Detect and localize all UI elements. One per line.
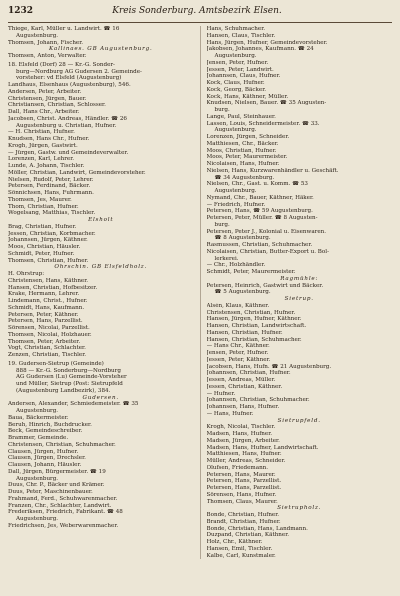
section-heading: Gudersen. xyxy=(82,394,119,401)
directory-entry: Petersen, Peter, Müller. ☎ 8 Augusten- xyxy=(206,215,318,221)
directory-entry: Clausen, Jürgen, Drechsler. xyxy=(8,455,86,462)
entry-continuation: burg. xyxy=(214,221,230,228)
entry-continuation: ☎ 34 Augustenburg. xyxy=(214,174,275,181)
directory-entry: Beruh, Hinrich, Buchdrucker. xyxy=(8,421,92,428)
page-number: 1232 xyxy=(8,6,34,16)
directory-entry: Brammer, Gemeinde. xyxy=(8,435,69,441)
directory-entry: Bonde, Christian, Hans, Landmann. xyxy=(206,525,308,532)
directory-entry: Johannsen, Jürgen, Käthner. xyxy=(8,237,88,244)
directory-entry: Thomsen, Peter, Arbeiter. xyxy=(8,338,81,345)
directory-entry: Clausen, Jürgen, Hufner. xyxy=(8,448,79,455)
directory-entry: Baua, Bäckermeister. xyxy=(8,414,69,421)
directory-entry: Jensen, Peter, Hufner. xyxy=(206,350,269,356)
entry-continuation: 888 — Kr.-G. Sonderburg—Nordburg xyxy=(16,367,121,374)
directory-entry: Petersen, Hans, ☎ 59 Augustenburg. xyxy=(206,208,313,215)
entry-continuation: vorsteher: vd Elsfeld (Augustenburg) xyxy=(16,75,122,82)
directory-entry: Christensen, Jürgen, Bauer. xyxy=(8,95,87,102)
directory-entry: 19. Gudersen-Sietrup (Gemeinde) xyxy=(8,360,104,367)
directory-entry: Hansen, Christian, Landwirtschaft. xyxy=(206,323,307,329)
directory-entry: Friedrichsen, Jes, Weberwarenmacher. xyxy=(8,522,119,529)
entry-continuation: (Augustenburg Landbezirk), 384. xyxy=(16,387,111,394)
entry-continuation: ☎ 5 Augustenburg. xyxy=(214,289,271,296)
directory-entry: — Jürgen, Gastw. und Gemeindeverwalter. xyxy=(8,149,129,156)
left-column xyxy=(8,26,194,559)
entry-continuation: Augustenburg. xyxy=(214,53,257,59)
directory-entry: Jessen, Peter, Käthner. xyxy=(206,356,271,363)
directory-entry: Petersen, Peter, Käthner. xyxy=(8,311,79,318)
directory-entry: Schmidt, Peter, Hufner. xyxy=(8,250,75,257)
directory-entry: Nymand, Chr., Bauer, Käthner, Häker. xyxy=(206,194,314,201)
directory-entry: Hans, Schuhmacher. xyxy=(206,26,266,32)
directory-entry: Alsén, Klaus, Käthner. xyxy=(206,302,270,309)
entry-continuation: Augustenburg. xyxy=(214,188,257,194)
entry-continuation: und Müller, Sietrup (Post: Sietrupfeld xyxy=(16,381,123,387)
directory-entry: Hansen, Christian, Schuhmacher. xyxy=(206,336,302,343)
directory-entry: Dall, Hans Chr., Arbeiter. xyxy=(8,109,80,115)
directory-entry: Frahmand, Ferd., Schuhwarenmacher. xyxy=(8,495,118,502)
directory-entry: — Hans Chr., Käthner. xyxy=(206,343,270,350)
directory-entry: 18. Elsfeld (Dorf) 28 — Kr.-G. Sonder- xyxy=(8,61,115,68)
directory-entry: Lorenzen, Jürgen, Schneider. xyxy=(206,134,290,140)
directory-entry: Sönnichsen, Hans, Fuhrmann. xyxy=(8,190,94,196)
directory-entry: Madsen, Hans, Hufner. xyxy=(206,431,273,437)
section-heading: Ragmühle: xyxy=(280,275,319,282)
directory-entry: Thomsen, Anton, Verwalter. xyxy=(8,53,87,59)
directory-entry: Hansen, Jürgen, Hufner, Käthner. xyxy=(206,316,302,323)
directory-entry: Petersen, Hans, Parzellist. xyxy=(206,485,282,491)
directory-entry: Kock, Georg, Bäcker. xyxy=(206,86,267,93)
directory-entry: Nielsen, Chr., Gast. u. Komm. ☎ 53 xyxy=(206,181,308,188)
directory-entry: Lange, Paul, Steinhauer. xyxy=(206,113,276,120)
directory-entry: Jessen, Peter, Landwirt. xyxy=(206,66,274,73)
directory-entry: Nielsen, Hans, Kurzwarenhändler u. Geschäft. xyxy=(206,167,339,174)
section-heading: Elsholt xyxy=(88,217,114,223)
directory-entry: Frederiksen, Friedrich, Fabrikant. ☎ 48 xyxy=(8,509,123,516)
directory-entry: Müller, Andreas, Schneider. xyxy=(206,458,286,464)
running-title: Kreis Sonderburg. Amtsbezirk Elsen. xyxy=(112,6,282,16)
directory-entry: Lunde, A. Johann, Tischler. xyxy=(8,163,85,169)
directory-entry: Knudsen, Hans Chr., Hufner. xyxy=(8,136,90,142)
page-header xyxy=(8,6,392,20)
directory-entry: Nicolaisen, Christian, Butter-Export u. Bol- xyxy=(206,248,329,255)
directory-entry: Thomsen, Christian, Hufner. xyxy=(8,257,89,264)
directory-entry: Lassen, Louis, Schneidermeister. ☎ 33. xyxy=(206,120,320,127)
directory-entry: Christiansen, Christian, Schlosser. xyxy=(8,102,106,109)
directory-entry: Petersen, Hans, Parzellist. xyxy=(206,478,282,485)
directory-entry: — Hans, Hufner. xyxy=(206,410,254,417)
directory-entry: — Chr., Holzhändler. xyxy=(206,262,266,269)
entry-continuation: Augustenburg. xyxy=(214,127,257,134)
directory-entry: Johannsen, Christian, Schuhmacher. xyxy=(206,397,310,404)
directory-entry: Lindemann, Christ., Hufner. xyxy=(8,298,88,304)
directory-entry: Jacobsen, Christ. Andreas, Händler. ☎ 26 xyxy=(8,115,127,122)
directory-entry: Duus, Peter, Maschinenbauer. xyxy=(8,489,93,495)
entry-continuation: Augustenburg u. Christian, Hufner. xyxy=(16,122,117,129)
directory-entry: Krogh, Nicolai, Tischler. xyxy=(206,424,276,431)
directory-entry: Kalbe, Carl, Kunstmaler. xyxy=(206,552,276,559)
directory-entry: Petersen, Peter J., Kolonial u. Eisenwaren. xyxy=(206,228,327,235)
directory-entry: Hansen, Emil, Tischler. xyxy=(206,545,273,552)
directory-entry: Clausen, Johann, Häusler. xyxy=(8,462,82,468)
header-rule xyxy=(8,22,392,23)
directory-entry: Beck, Gemeindeschreiber. xyxy=(8,428,83,435)
directory-entry: Petersen, Hans, Maurer. xyxy=(206,471,276,478)
directory-entry: Olufsen, Friedemann. xyxy=(206,464,269,471)
directory-entry: Petersen, Ferdinand, Bäcker. xyxy=(8,183,91,190)
directory-entry: Bonde, Christian, Hufner. xyxy=(206,512,280,518)
entry-continuation: Augustenburg. xyxy=(16,32,59,39)
directory-entry: Duzpand, Christian, Käthner. xyxy=(206,532,290,539)
directory-entry: Matthiesen, Chr., Bäcker. xyxy=(206,140,279,147)
directory-entry: Johannsen, Christian, Hufner. xyxy=(206,370,291,377)
directory-entry: Kock, Claus, Hufner. xyxy=(206,80,265,86)
directory-entry: Christensen, Hans, Käthner. xyxy=(8,277,89,284)
entry-continuation: burg—Nordburg AG Gudersen 2. Gemeinde- xyxy=(16,68,142,75)
directory-entry: Petersen, Heinrich, Gastwirt und Bäcker. xyxy=(206,282,324,289)
directory-entry: Johannsen, Claus, Hufner. xyxy=(206,73,281,80)
directory-entry: Nielsen, Rudolf, Peter, Lehrer. xyxy=(8,176,94,183)
section-heading: Sietrupfeld. xyxy=(277,417,321,424)
directory-entry: Jacobsen, Hans, Hufn. ☎ 21 Augustenburg. xyxy=(206,363,332,370)
directory-entry: Vogt, Christian, Schlachter. xyxy=(8,345,86,352)
directory-entry: Krogh, Jürgen, Gastwirt. xyxy=(8,142,78,149)
directory-entry: Madsen, Jürgen, Arbeiter. xyxy=(206,437,280,444)
directory-entry: Schmidt, Hans, Kaufmann. xyxy=(8,304,85,311)
directory-entry: Moos, Christian, Häusler. xyxy=(8,244,81,250)
directory-entry: Hans, Jürgen, Hufner, Gemeindevorsteher. xyxy=(206,39,328,46)
directory-entry: Thomsen, Johann, Fischer. xyxy=(8,39,84,46)
directory-entry: — Friedrich, Hufner. xyxy=(206,201,266,208)
section-heading: Kallinaes. GB Augustenburg. xyxy=(48,46,153,53)
directory-entry: Rasmussen, Christian, Schuhmacher. xyxy=(206,242,313,248)
directory-entry: Andersen, Alexander, Schmiedemeister. ☎ 35 xyxy=(8,401,139,408)
directory-entry: Moos, Christian, Hufner. xyxy=(206,147,277,154)
column-divider xyxy=(200,26,201,559)
directory-entry: Wogelsang, Matthias, Tischler. xyxy=(8,210,96,217)
directory-entry: Lorenzen, Karl, Lehrer. xyxy=(8,156,75,163)
directory-entry: Jessen, Christian, Käthner. xyxy=(206,383,283,390)
directory-entry: Moos, Peter, Maurermeister. xyxy=(206,154,288,161)
two-column-listing xyxy=(8,26,392,559)
directory-entry: Möller, Christian, Landwirt, Gemeindevorsteher. xyxy=(8,169,146,176)
directory-entry: Zenzen, Christian, Tischler. xyxy=(8,352,87,358)
directory-entry: Schmidt, Peter, Maurermeister. xyxy=(206,269,296,275)
directory-entry: Dall, Jürgen, Bürgermeister. ☎ 19 xyxy=(8,468,106,475)
entry-continuation: Augustenburg. xyxy=(16,475,59,482)
directory-entry: — H. Christian, Hufner. xyxy=(8,129,75,136)
directory-entry: Sörensen, Nicolai, Parzellist. xyxy=(8,325,90,331)
directory-entry: Hansen, Christian, Hufner. xyxy=(206,329,283,336)
entry-continuation: AG Gudersen (Lu) Gemeinde-Vorsteher xyxy=(16,374,127,381)
directory-entry: Brag, Christian, Hufner. xyxy=(8,223,77,230)
section-heading: Sietrup. xyxy=(284,296,314,302)
directory-entry: Kock, Hans, Käthner, Müller. xyxy=(206,93,289,100)
directory-entry: Brandt, Christian, Hufner. xyxy=(206,518,281,525)
directory-entry: Thom, Christian, Hufner. xyxy=(8,203,79,210)
directory-entry: Johannsen, Hans, Hufner. xyxy=(206,404,280,410)
directory-entry: Thomsen, Claus, Maurer. xyxy=(206,498,278,505)
entry-continuation: Augustenburg. xyxy=(16,408,59,414)
directory-entry: Jessen, Christian, Korbmacher. xyxy=(8,230,96,237)
directory-entry: Krake, Hermann, Lehrer. xyxy=(8,291,80,298)
directory-entry: Thiege, Karl, Müller u. Landwirt. ☎ 16 xyxy=(8,26,120,32)
entry-continuation: lerkerei. xyxy=(214,255,239,262)
directory-entry: Hansen, Christian, Hofbesitzer. xyxy=(8,284,98,291)
directory-entry: Hansen, Claus, Tischler. xyxy=(206,32,276,39)
directory-entry: Jessen, Andreas, Müller. xyxy=(206,377,276,383)
directory-entry: Thomsen, Jes, Maurer. xyxy=(8,196,72,203)
directory-entry: Landhaus, Elsenhaus (Augustenburg), 546. xyxy=(8,82,131,88)
entry-continuation: burg. xyxy=(214,107,230,113)
section-heading: Sietrupholz. xyxy=(277,505,322,512)
directory-entry: Andersen, Peter, Arbeiter. xyxy=(8,88,82,95)
right-column xyxy=(207,26,393,559)
directory-entry: Jensen, Peter, Hufner. xyxy=(206,59,269,66)
directory-entry: Christensen, Christian, Schuhmacher. xyxy=(8,441,116,448)
directory-entry: Madsen, Hans, Hufner, Landwirtschaft. xyxy=(206,444,319,451)
directory-entry: Petersen, Hans, Parzellist. xyxy=(8,318,83,325)
directory-entry: Matthiesen, Hans, Hufner. xyxy=(206,451,282,458)
directory-entry: Nicolaisen, Hans, Hufner. xyxy=(206,161,280,167)
directory-entry: H. Ohrstrup: xyxy=(8,271,45,277)
directory-entry: Holz, Chr., Käthner. xyxy=(206,539,263,545)
directory-entry: Franzen, Chr., Schlachter, Landwirt. xyxy=(8,502,112,509)
entry-continuation: ☎ 8 Augustenburg. xyxy=(214,235,271,242)
directory-entry: Knudsen, Nielsen, Bauer. ☎ 35 Augusten- xyxy=(206,100,327,107)
directory-entry: Duus, Chr. P., Bäcker und Krämer. xyxy=(8,482,105,489)
directory-entry: — Hufner. xyxy=(206,390,236,397)
section-heading: Ohrschin. GB Elsfeldholz. xyxy=(54,264,148,271)
directory-entry: Christensen, Christian, Hufner. xyxy=(206,309,296,316)
directory-entry: Jakobsen, Johannes, Kaufmann. ☎ 24 xyxy=(206,46,314,53)
directory-entry: Thomsen, Nicolai, Holzhauer. xyxy=(8,331,92,338)
directory-entry: Sörensen, Hans, Hufner. xyxy=(206,491,277,498)
entry-continuation: Augustenburg. xyxy=(16,516,59,522)
